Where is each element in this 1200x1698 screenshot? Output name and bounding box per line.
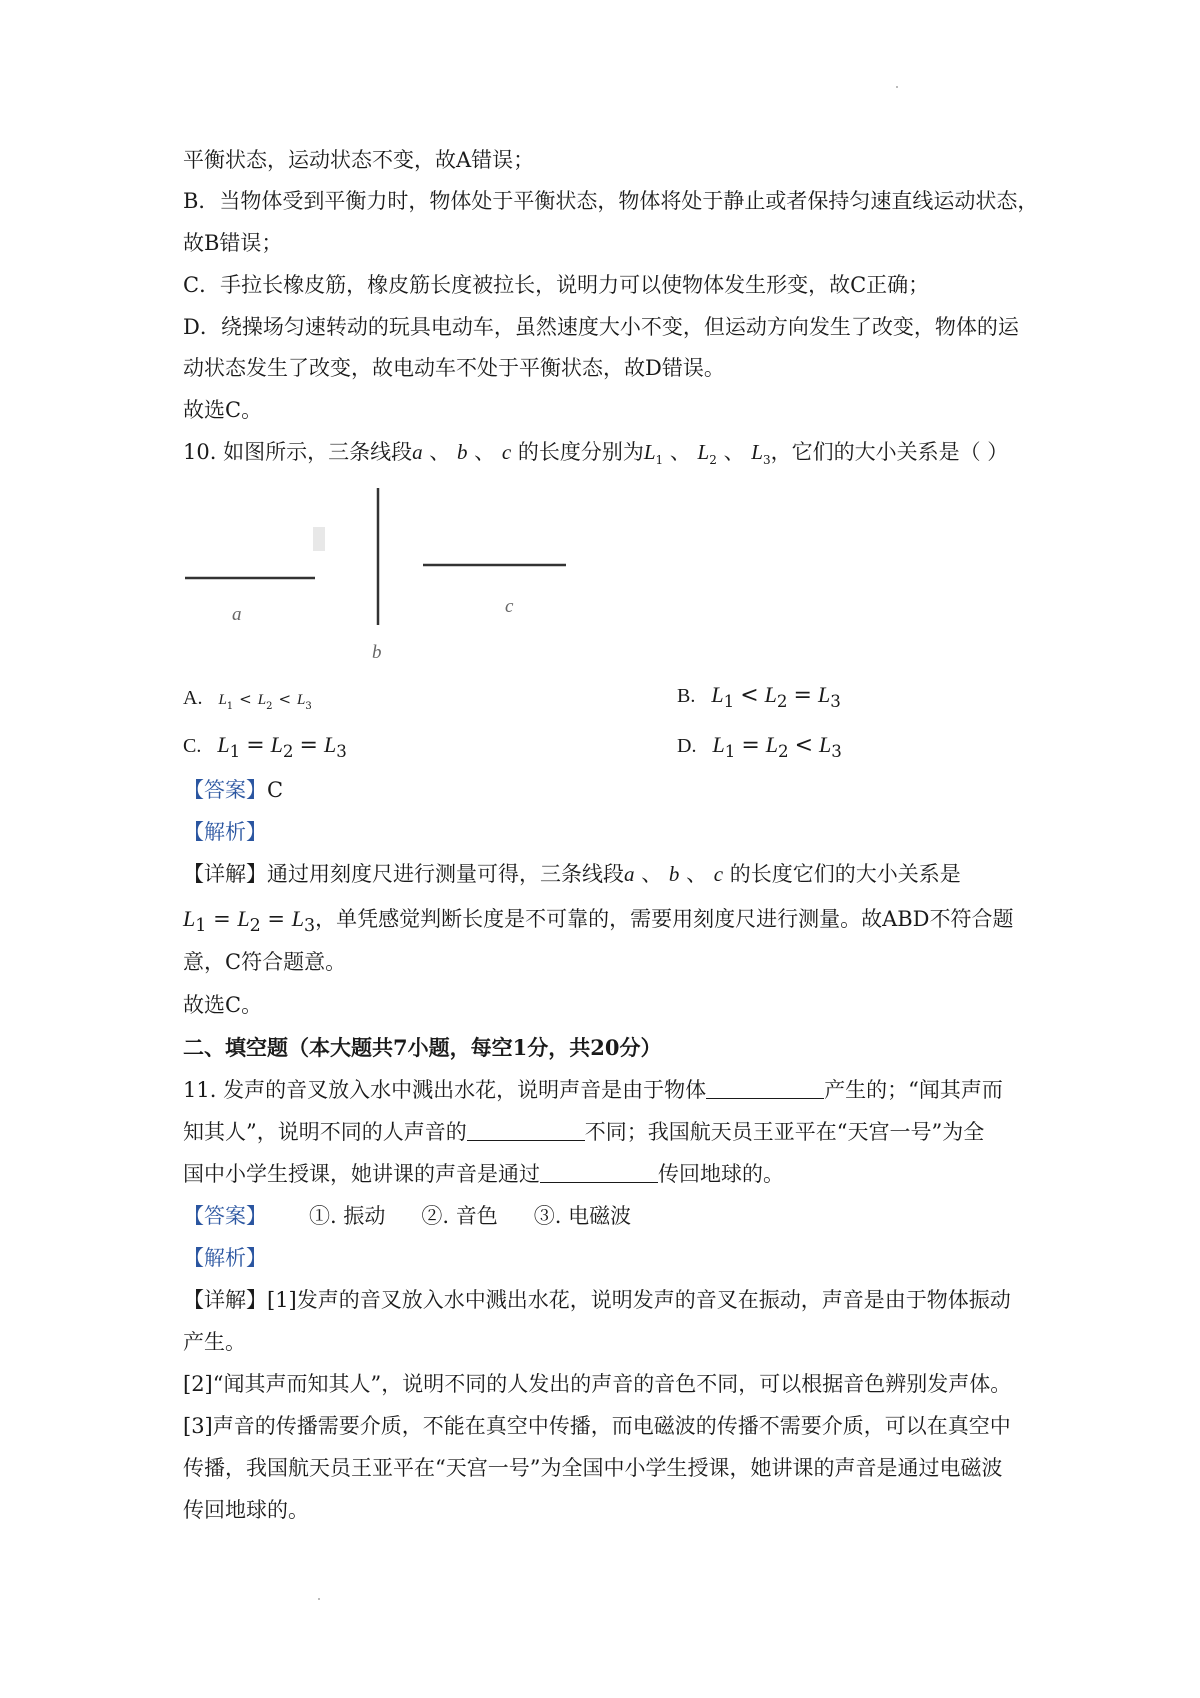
option-b: B. $L_1 < L_2 = L_3$ <box>677 682 841 711</box>
segment-a-label: a <box>232 604 242 625</box>
segment-c-label: c <box>505 596 514 617</box>
q11-analysis-tag: 【解析】 <box>183 1246 267 1270</box>
section-heading: 二、填空题（本大题共7小题，每空1分，共20分） <box>183 1035 662 1060</box>
scan-speck <box>318 1598 320 1600</box>
question-10-stem: 10. 如图所示，三条线段a 、 b 、 c 的长度分别为$L_1$ 、 $L_2$ 、 $L_3$，它们的大小关系是（ ） <box>183 440 1009 468</box>
text-line: 平衡状态，运动状态不变，故A错误； <box>183 148 535 172</box>
text-line: 故B错误； <box>183 231 283 255</box>
option-d: D. $L_1 = L_2 < L_3$ <box>677 732 842 761</box>
text-line: C．手拉长橡皮筋，橡皮筋长度被拉长，说明力可以使物体发生形变，故C正确； <box>183 273 930 297</box>
text-line: B．当物体受到平衡力时，物体处于平衡状态，物体将处于静止或者保持匀速直线运动状态， <box>183 189 1039 213</box>
q10-analysis-tag: 【解析】 <box>183 820 267 844</box>
text-line: 动状态发生了改变，故电动车不处于平衡状态，故D错误。 <box>183 356 725 380</box>
text-line: D．绕操场匀速转动的玩具电动车，虽然速度大小不变，但运动方向发生了改变，物体的运 <box>183 315 1019 339</box>
question-11-line-2: 知其人”，说明不同的人声音的 不同；我国航天员王亚平在“天宫一号”为全 <box>183 1120 985 1144</box>
q10-conclusion: 故选C。 <box>183 993 263 1017</box>
answer-blank-3 <box>540 1160 658 1183</box>
q11-detail-4: [3]声音的传播需要介质，不能在真空中传播，而电磁波的传播不需要介质，可以在真空中 <box>183 1414 1011 1438</box>
q10-detail-2: $L_1 = L_2 = L_3$，单凭感觉判断长度是不可靠的，需要用刻度尺进行测量。故ABD不符合题 <box>183 906 1014 937</box>
scan-smudge <box>313 527 325 551</box>
q11-detail-3: [2]“闻其声而知其人”，说明不同的人发出的声音的音色不同，可以根据音色辨别发声体。 <box>183 1372 1012 1396</box>
answer-blank-1 <box>706 1076 824 1099</box>
q10-answer: 【答案】C <box>183 778 284 802</box>
question-11-line-1: 11. 发声的音叉放入水中溅出水花，说明声音是由于物体 产生的；“闻其声而 <box>183 1078 1003 1102</box>
line-segments-figure <box>180 485 580 665</box>
text-line: 故选C。 <box>183 398 263 422</box>
option-a: A. $L_1 < L_2 < L_3$ <box>183 687 312 712</box>
question-11-line-3: 国中小学生授课，她讲课的声音是通过 传回地球的。 <box>183 1162 784 1186</box>
q11-detail-2: 产生。 <box>183 1330 246 1354</box>
q11-detail-1: 【详解】[1]发声的音叉放入水中溅出水花，说明发声的音叉在振动，声音是由于物体振动 <box>183 1288 1011 1312</box>
q10-detail-1: 【详解】通过用刻度尺进行测量可得，三条线段a 、 b 、 c 的长度它们的大小关系是 <box>183 862 961 886</box>
q11-detail-5: 传播，我国航天员王亚平在“天宫一号”为全国中小学生授课，她讲课的声音是通过电磁波 <box>183 1456 1003 1480</box>
scan-speck <box>896 86 898 88</box>
option-c: C. $L_1 = L_2 = L_3$ <box>183 732 347 761</box>
q11-answer: 【答案】 ①. 振动 ②. 音色 ③. 电磁波 <box>183 1204 632 1228</box>
q11-detail-6: 传回地球的。 <box>183 1498 309 1522</box>
answer-blank-2 <box>467 1118 585 1141</box>
q10-detail-3: 意，C符合题意。 <box>183 950 347 974</box>
segment-b-label: b <box>372 642 382 663</box>
